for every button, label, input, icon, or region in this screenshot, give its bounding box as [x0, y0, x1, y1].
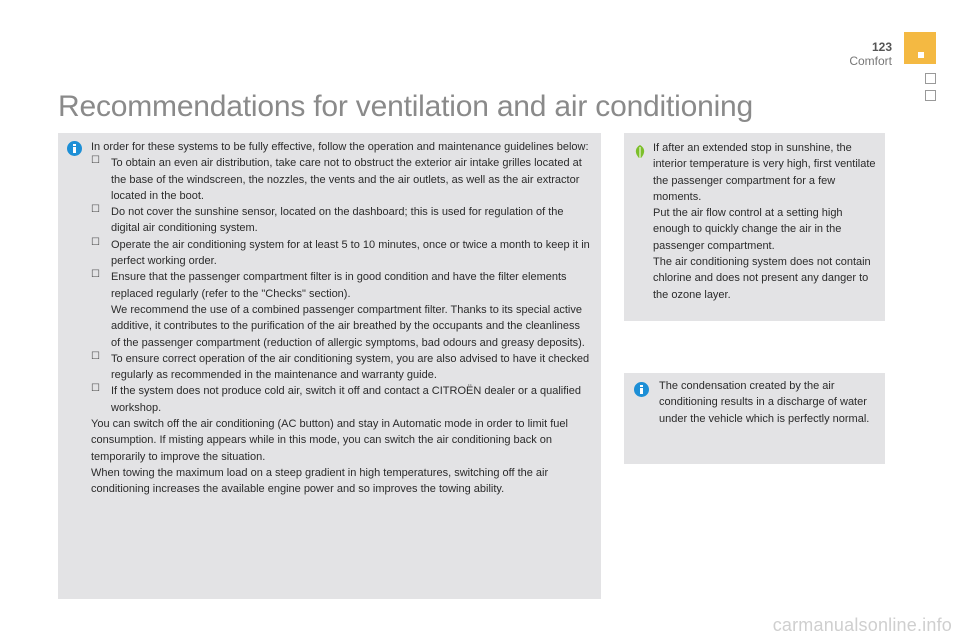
eco-tip-paragraph-2: Put the air flow control at a setting high enough to quickly change the air in the passenger compartment. [653, 207, 843, 252]
section-label: Comfort [849, 54, 892, 68]
eco-tip-paragraph-1: If after an extended stop in sunshine, the interior temperature is very high, first ventilate the passenger compartment for a few moments. [653, 142, 876, 203]
info-paragraph: The condensation created by the air conditioning results in a discharge of water under the vehicle which is perfectly normal. [659, 380, 870, 425]
checkbox-bullet-icon: ☐ [91, 350, 100, 362]
page-title: Recommendations for ventilation and air conditioning [58, 90, 754, 123]
list-item-text: To obtain an even air distribution, take care not to obstruct the exterior air intake grilles located at the base of the windscreen, the nozzles, the vents and the air outlets, as well as the air extractor located in the boot. [111, 157, 582, 202]
list-item-text: Operate the air conditioning system for at least 5 to 10 minutes, once or twice a month to keep it in perfect working order. [111, 238, 590, 268]
checkbox-bullet-icon: ☐ [91, 383, 100, 395]
list-item-text: Ensure that the passenger compartment filter is in good condition and have the filter elements replaced regularly (refer to the "Checks" section). [111, 271, 567, 300]
list-item [91, 237, 591, 270]
eco-tip-panel [624, 133, 885, 321]
main-panel [58, 133, 601, 599]
main-intro: In order for these systems to be fully effective, follow the operation and maintenance guidelines below: [91, 141, 589, 153]
checkbox-bullet-icon: ☐ [91, 204, 100, 216]
main-outro-2: When towing the maximum load on a steep gradient in high temperatures, switching off the air conditioning increases the available engine power and so improves the towing ability. [91, 466, 549, 496]
info-panel [624, 373, 885, 464]
eco-tip-paragraph-3: The air conditioning system does not contain chlorine and does not present any danger to the ozone layer. [653, 256, 871, 301]
list-item [91, 351, 591, 384]
checkbox-bullet-icon: ☐ [91, 269, 100, 281]
list-item-text: If the system does not produce cold air, switch it off and contact a CITROËN dealer or a qualified workshop. [111, 385, 581, 414]
info-icon [634, 382, 649, 397]
info-icon [67, 141, 82, 156]
list-item [91, 383, 591, 416]
tab-outline-2 [925, 90, 936, 101]
main-outro-1: You can switch off the air conditioning (AC button) and stay in Automatic mode in order to limit fuel consumption. If misting appears while in this mode, you can switch the air conditioning back on temporarily to improve the situation. [91, 418, 568, 463]
checkbox-bullet-icon: ☐ [91, 236, 100, 248]
list-item-text: To ensure correct operation of the air conditioning system, you are also advised to have it checked regularly as recommended in the maintenance and warranty guide. [111, 352, 590, 382]
page-number: 123 [871, 40, 892, 54]
section-tab [904, 32, 936, 64]
list-item [91, 155, 591, 204]
list-item [91, 269, 591, 350]
leaf-icon [633, 144, 647, 160]
list-item-text: Do not cover the sunshine sensor, located on the dashboard; this is used for regulation of the digital air conditioning system. [111, 206, 564, 235]
tab-outline-1 [925, 73, 936, 84]
tab-marker [918, 52, 924, 58]
list-item [91, 204, 591, 237]
checkbox-bullet-icon: ☐ [91, 155, 100, 167]
footer-watermark: carmanualsonline.info [772, 615, 952, 635]
list-item-extra: We recommend the use of a combined passenger compartment filter. Thanks to its special active additive, it contributes to the purification of the air breathed by the occupants and the cleanliness of the passenger compartment (reduction of allergic symptoms, bad odours and greasy deposits). [111, 303, 585, 349]
